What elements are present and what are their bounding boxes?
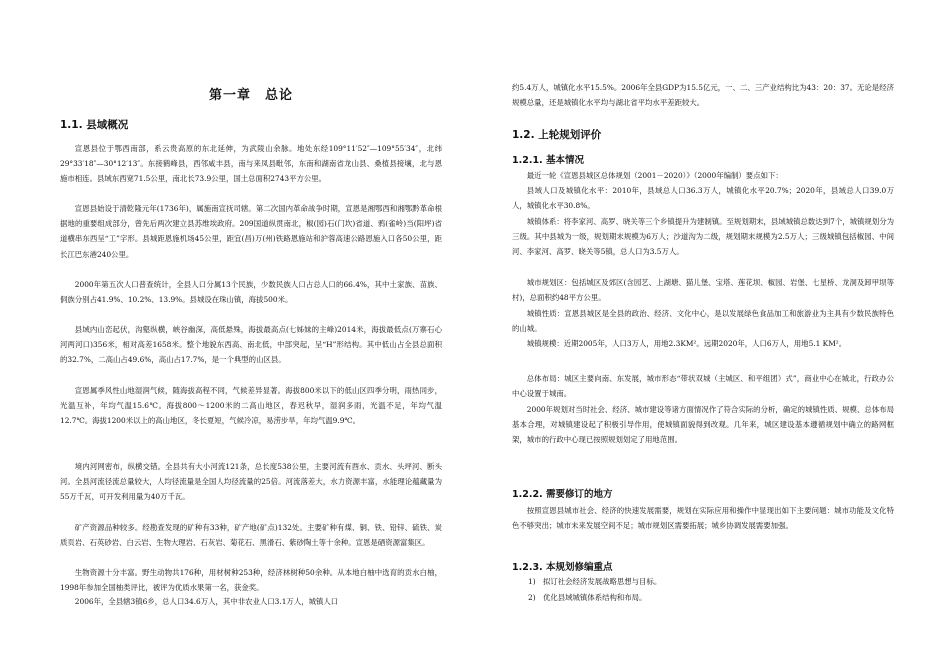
paragraph-climate: 宣恩属季风性山地湿润气候，随海拔高程不同，气候差异显著。海拔800米以下的低山区四季分明，雨热同步，光温互补，年均气温15.6℃。海拔800～1200米的二高山地区，春迟秋早，湿润多雨，光温不足，年均气温12.7℃。海拔1200米以上的高山地区，冬长夏短，气候冷凉，易涝步旱，年均气温9.9℃。	[60, 386, 442, 426]
paragraph-plan-intro: 最近一轮《宣恩县城区总体规划（2001－2020）》（2000年编制）要点如下：	[526, 171, 783, 180]
paragraph-2006: 2006年，全县辖3镇6乡，总人口34.6万人，其中非农业人口3.1万人，城镇人口	[74, 597, 339, 606]
paragraph-population: 2000年第五次人口普查统计，全县人口分属13个民族，少数民族人口占总人口的66.4%，其中土家族、苗族、侗族分别占41.9%、10.2%、13.9%。县城设在珠山镇，海拔500米。	[60, 280, 442, 305]
paragraph-planning-area: 城市规划区：包括城区及郊区(含园艺、上湖塘、猫儿堡、宝塔、莲花坝、椒园、岩堡、七星桥、龙洞及卸甲坝等村)，总面积约48平方公里。	[512, 278, 894, 303]
paragraph-layout: 总体布局：城区主要向南、东发展，城市形态“带状双城（主城区、和平组团）式”，商业中心在城北，行政办公中心设置于城南。	[512, 374, 894, 399]
paragraph-continued: 约5.4万人，城镇化水平15.5%。2006年全县GDP为15.5亿元，一、二、三产业结构比为43：20：37。无论是经济规模总量，还是城镇化水平均与湖北省平均水平差距较大。	[512, 83, 894, 108]
paragraph-location: 宣恩县位于鄂西南部，系云贵高原的东北延伸，为武陵山余脉。地处东经109°11′52″—109°55′34″，北纬29°33′18″—30°12′13″。东接鹤峰县，西邻咸丰县，南与来凤县毗邻，东南和湖南省龙山县、桑植县接壤，北与恩施市相连。县域东西宽71.5公里，南北长73.9公里，国土总面积2743平方公里。	[60, 144, 442, 184]
list-item: 1) 拟订社会经济发展战略思想与目标。	[528, 577, 662, 586]
chapter-title: 第一章 总论	[208, 88, 293, 103]
paragraph-terrain: 县域内山峦起伏，沟壑纵横，峡谷幽深，高低悬殊，海拔最高点(七姊妹的主峰)2014米，海拔最低点(万寨石心河两河口)356米，相对高差1658米。整个地貌东西高、南北低，中部突起，呈“H”形结构。其中低山占全县总面积的32.7%，二高山占49.6%，高山占17.7%，是一个典型的山区县。	[60, 325, 442, 365]
paragraph-rivers: 境内河网密布，纵横交错。全县共有大小河流121条，总长度538公里，主要河流有酉水、贡水、头坪河、断头河。全县河流径流总量较大，人均径流量是全国人均径流量的25倍。河流落差大，水力资源丰富，水能理论蕴藏量为55万千瓦，可开发利用量为40万千瓦。	[60, 462, 442, 502]
paragraph-revision-issues: 按照宣恩县城市社会、经济的快速发展需要，规划在实际应用和操作中显现出如下主要问题：城市功能及文化特色不够突出；城市未来发展空间不足；城市规划区需要拓展；城乡协调发展需要加强。	[512, 506, 894, 531]
paragraph-town-nature: 城镇性质：宣恩县城区是全县的政治、经济、文化中心，是以发展绿色食品加工和旅游业为主具有少数民族特色的山城。	[512, 309, 894, 334]
paragraph-town-system: 城镇体系：将李家河、高罗、晓关等三个乡镇提升为建制镇。至规划期末，县域城镇总数达到7个，城镇规划分为三级。其中县城为一级，规划期末规模为6万人；沙道沟为二级，规划期末规模为2.5万人；三级城镇包括椒园、中间河、李家河、高罗、晓关等5镇，总人口为3.5万人。	[512, 217, 894, 257]
paragraph-history: 宣恩县始设于清乾隆元年(1736年)，属施南宣抚司辖。第二次国内革命战争时期，宣恩是湘鄂西和湘鄂黔革命根据地的重要组成部分，曾先后两次建立县苏维埃政府。209国道纵贯南北，椒(园)石(门坎)省道、鸦(雀岭)当(阳坪)省道横串东西呈“工”字形。县城距恩施机场45公里，距宜(昌)万(州)铁路恩施站和沪蓉高速公路恩施入口各50公里，距长江巴东港240公里。	[60, 204, 442, 259]
section-heading-1-2-3: 1.2.3. 本规划修编重点	[512, 562, 613, 573]
focus-list	[512, 574, 894, 606]
paragraph-biology: 生物资源十分丰富。野生动物共176种，用材树种253种，经济林树种50余种。从本地白柚中选育的贡水白柚，1998年参加全国柚类评比，被评为优质水果第一名，获金奖。	[60, 568, 442, 593]
section-heading-1-2-1: 1.2.1. 基本情况	[512, 155, 584, 166]
paragraph-evaluation: 2000年规划对当时社会、经济、城市建设等诸方面情况作了符合实际的分析，确定的城镇性质、规模、总体布局基本合理，对城镇建设起了积极引导作用，使城镇面貌得到改观。几年来，城区建设基本遵循规划中确立的路网框架，城市的行政中心现已按照规划划定了用地范围。	[512, 405, 894, 445]
list-item: 2) 优化县域城镇体系结构和布局。	[528, 593, 647, 602]
paragraph-minerals: 矿产资源品种较多。经勘查发现的矿种有33种，矿产地(矿点)132处。主要矿种有煤、铜、铁、铅锌、硫铁、炭质页岩、石英砂岩、白云岩、生物大理岩、石灰岩、菊花石、黑滑石、紫砂陶土等十余种。宣恩是硒资源富集区。	[60, 523, 442, 548]
paragraph-population-urbanization: 县域人口及城镇化水平：2010年，县域总人口36.3万人，城镇化水平20.7%；2020年，县域总人口39.0万人，城镇化水平30.8%。	[512, 186, 894, 211]
section-heading-1-2: 1.2. 上轮规划评价	[512, 129, 602, 141]
section-heading-1-2-2: 1.2.2. 需要修订的地方	[512, 489, 613, 500]
paragraph-town-scale: 城镇规模：近期2005年，人口3万人，用地2.3KM²。远期2020年，人口6万人，用地5.1 KM²。	[526, 339, 847, 348]
section-heading-1-1: 1.1. 县域概况	[60, 119, 129, 131]
